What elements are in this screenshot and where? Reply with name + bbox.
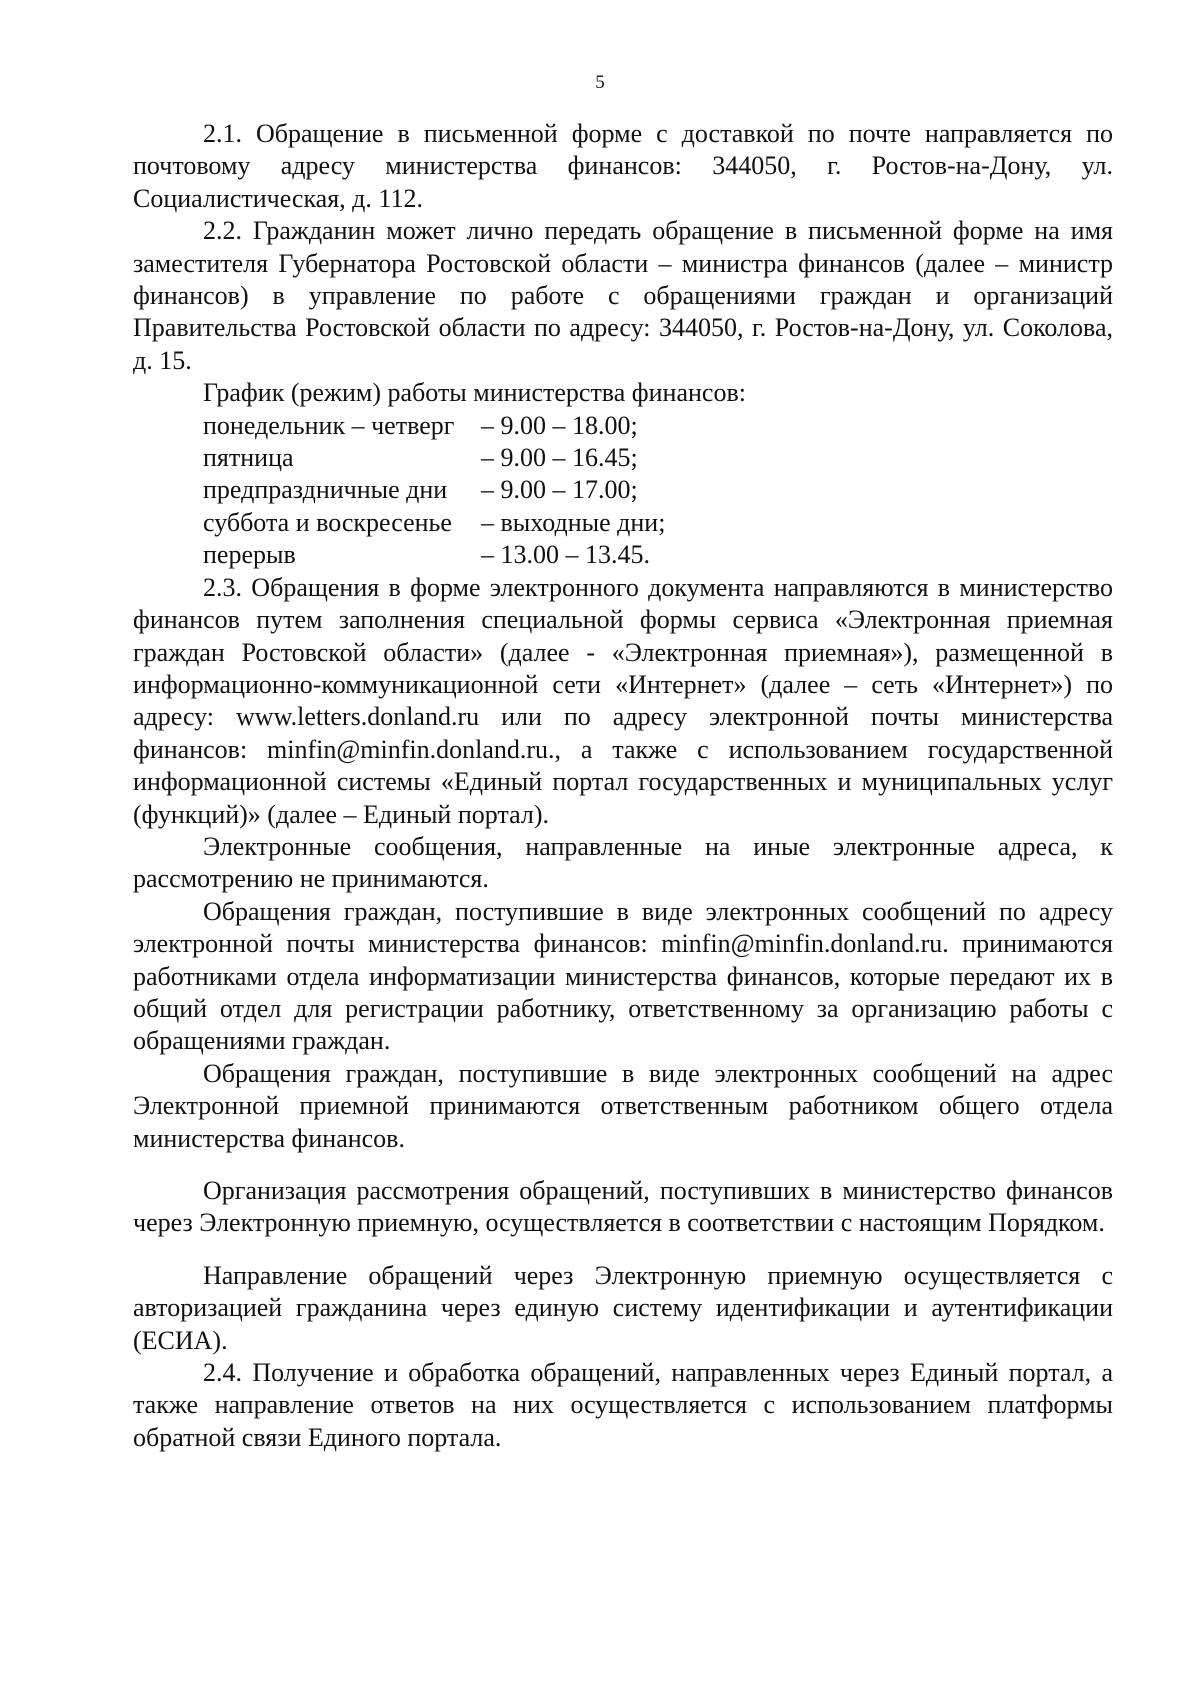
- schedule-heading: График (режим) работы министерства финансов:: [203, 378, 746, 408]
- schedule-row: [203, 474, 1113, 506]
- schedule-day: пятница: [203, 443, 294, 473]
- paragraph-other-addresses: Электронные сообщения, направленные на иные электронные адреса, к рассмотрению не принимаются.: [133, 831, 1113, 894]
- schedule-time: – 9.00 – 17.00;: [481, 475, 638, 505]
- schedule-time: – 9.00 – 16.45;: [481, 443, 638, 473]
- paragraph-2-2: 2.2. Гражданин может лично передать обращение в письменной форме на имя заместителя Губернатора Ростовской области – министра финансов (далее – министр финансов) в управление по работе с обращениями граждан и организаций Правительства Ростовской области по адресу: 344050, г. Ростов-на-Дону, ул. Соколова, д. 15.: [133, 216, 1113, 375]
- paragraph-email-handling: Обращения граждан, поступившие в виде электронных сообщений по адресу электронной почты министерства финансов: minfin@minfin.donland.ru. принимаются работниками отдела информатизации министерства финансов, которые передают их в общий отдел для регистрации работнику, ответственному за организацию работы с обращениями граждан.: [133, 896, 1113, 1056]
- page-number: 5: [595, 72, 605, 93]
- schedule-row: [203, 410, 1113, 442]
- schedule-day: предпраздничные дни: [203, 475, 448, 505]
- paragraph-2-3: 2.3. Обращения в форме электронного документа направляются в министерство финансов путем заполнения специальной формы сервиса «Электронная приемная граждан Ростовской области» (далее - «Электронная приемная»), размещенной в информационно-коммуникационной сети «Интернет» (далее – сеть «Интернет») по адресу: www.letters.donland.ru или по адресу электронной почты министерства финансов: minfin@minfin.donland.ru., а также с использованием государственной информационной системы «Единый портал государственных и муниципальных услуг (функций)» (далее – Единый портал).: [133, 572, 1113, 829]
- paragraph-reception-handling: Обращения граждан, поступившие в виде электронных сообщений на адрес Электронной приемной принимаются ответственным работником общего отдела министерства финансов.: [133, 1058, 1113, 1153]
- schedule-time: – 13.00 – 13.45.: [481, 540, 650, 570]
- schedule-day: понедельник – четверг: [203, 410, 455, 440]
- schedule-time: – 9.00 – 18.00;: [481, 410, 638, 440]
- paragraph-2-1: 2.1. Обращение в письменной форме с доставкой по почте направляется по почтовому адресу министерства финансов: 344050, г. Ростов-на-Дону, ул. Социалистическая, д. 112.: [133, 119, 1113, 213]
- document-body: [133, 118, 1113, 1454]
- schedule-time: – выходные дни;: [481, 507, 666, 537]
- schedule-day: перерыв: [203, 540, 296, 570]
- schedule-row: [203, 442, 1113, 474]
- schedule-row: [203, 507, 1113, 539]
- work-schedule: [133, 410, 1113, 572]
- paragraph-2-4: 2.4. Получение и обработка обращений, направленных через Единый портал, а также направление ответов на них осуществляется с использованием платформы обратной связи Единого портала.: [133, 1358, 1113, 1452]
- schedule-day: суббота и воскресенье: [203, 507, 452, 537]
- schedule-row: [203, 539, 1113, 571]
- paragraph-esia-authorization: Направление обращений через Электронную приемную осуществляется с авторизацией гражданина через единую систему идентификации и аутентификации (ЕСИА).: [133, 1260, 1113, 1355]
- paragraph-review-organization: Организация рассмотрения обращений, поступивших в министерство финансов через Электронную приемную, осуществляется в соответствии с настоящим Порядком.: [133, 1176, 1113, 1238]
